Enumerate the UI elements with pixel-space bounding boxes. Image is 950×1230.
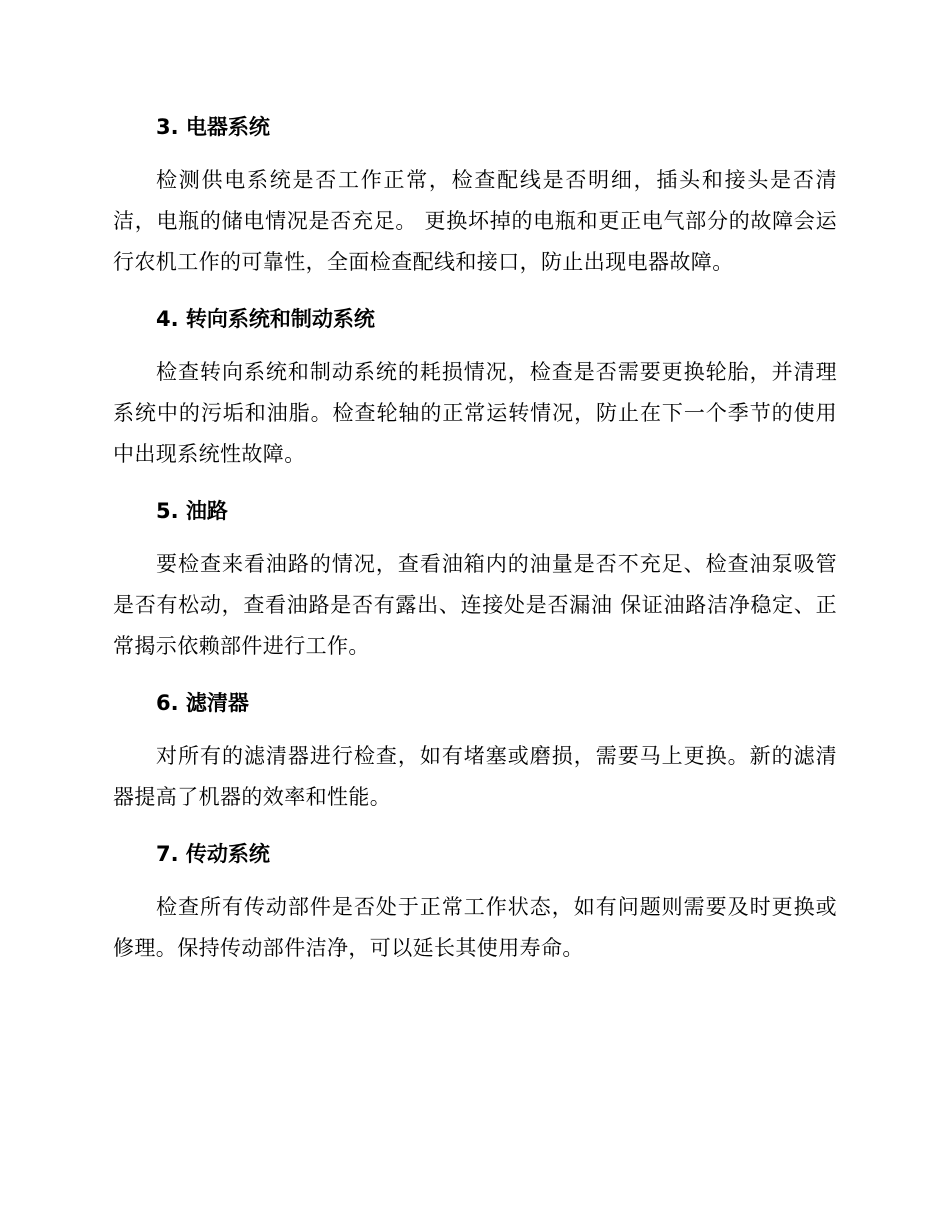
section-heading: 7. 传动系统 — [156, 842, 270, 866]
section-heading: 4. 转向系统和制动系统 — [156, 307, 375, 331]
section-paragraph: 对所有的滤清器进行检查，如有堵塞或磨损，需要马上更换。新的滤清器提高了机器的效率和性能。 — [113, 744, 837, 809]
section-paragraph: 要检查来看油路的情况，查看油箱内的油量是否不充足、检查油泵吸管是否有松动，查看油路是否有露出、连接处是否漏油 保证油路洁净稳定、正常揭示依赖部件进行工作。 — [113, 552, 837, 658]
section-heading: 5. 油路 — [156, 499, 228, 523]
section-filters — [113, 688, 837, 818]
section-fuel-line — [113, 496, 837, 667]
section-heading: 6. 滤清器 — [156, 691, 249, 715]
section-steering-braking-system — [113, 304, 837, 475]
section-electrical-system — [113, 112, 837, 283]
section-transmission-system — [113, 839, 837, 969]
section-paragraph: 检查转向系统和制动系统的耗损情况，检查是否需要更换轮胎，并清理系统中的污垢和油脂。检查轮轴的正常运转情况，防止在下一个季节的使用中出现系统性故障。 — [113, 360, 837, 466]
section-paragraph: 检查所有传动部件是否处于正常工作状态，如有问题则需要及时更换或修理。保持传动部件洁净，可以延长其使用寿命。 — [113, 895, 837, 960]
section-heading: 3. 电器系统 — [156, 115, 270, 139]
section-paragraph: 检测供电系统是否工作正常，检查配线是否明细，插头和接头是否清洁，电瓶的储电情况是否充足。 更换坏掉的电瓶和更正电气部分的故障会运行农机工作的可靠性，全面检查配线和接口，防止出现电器故障。 — [113, 168, 837, 274]
